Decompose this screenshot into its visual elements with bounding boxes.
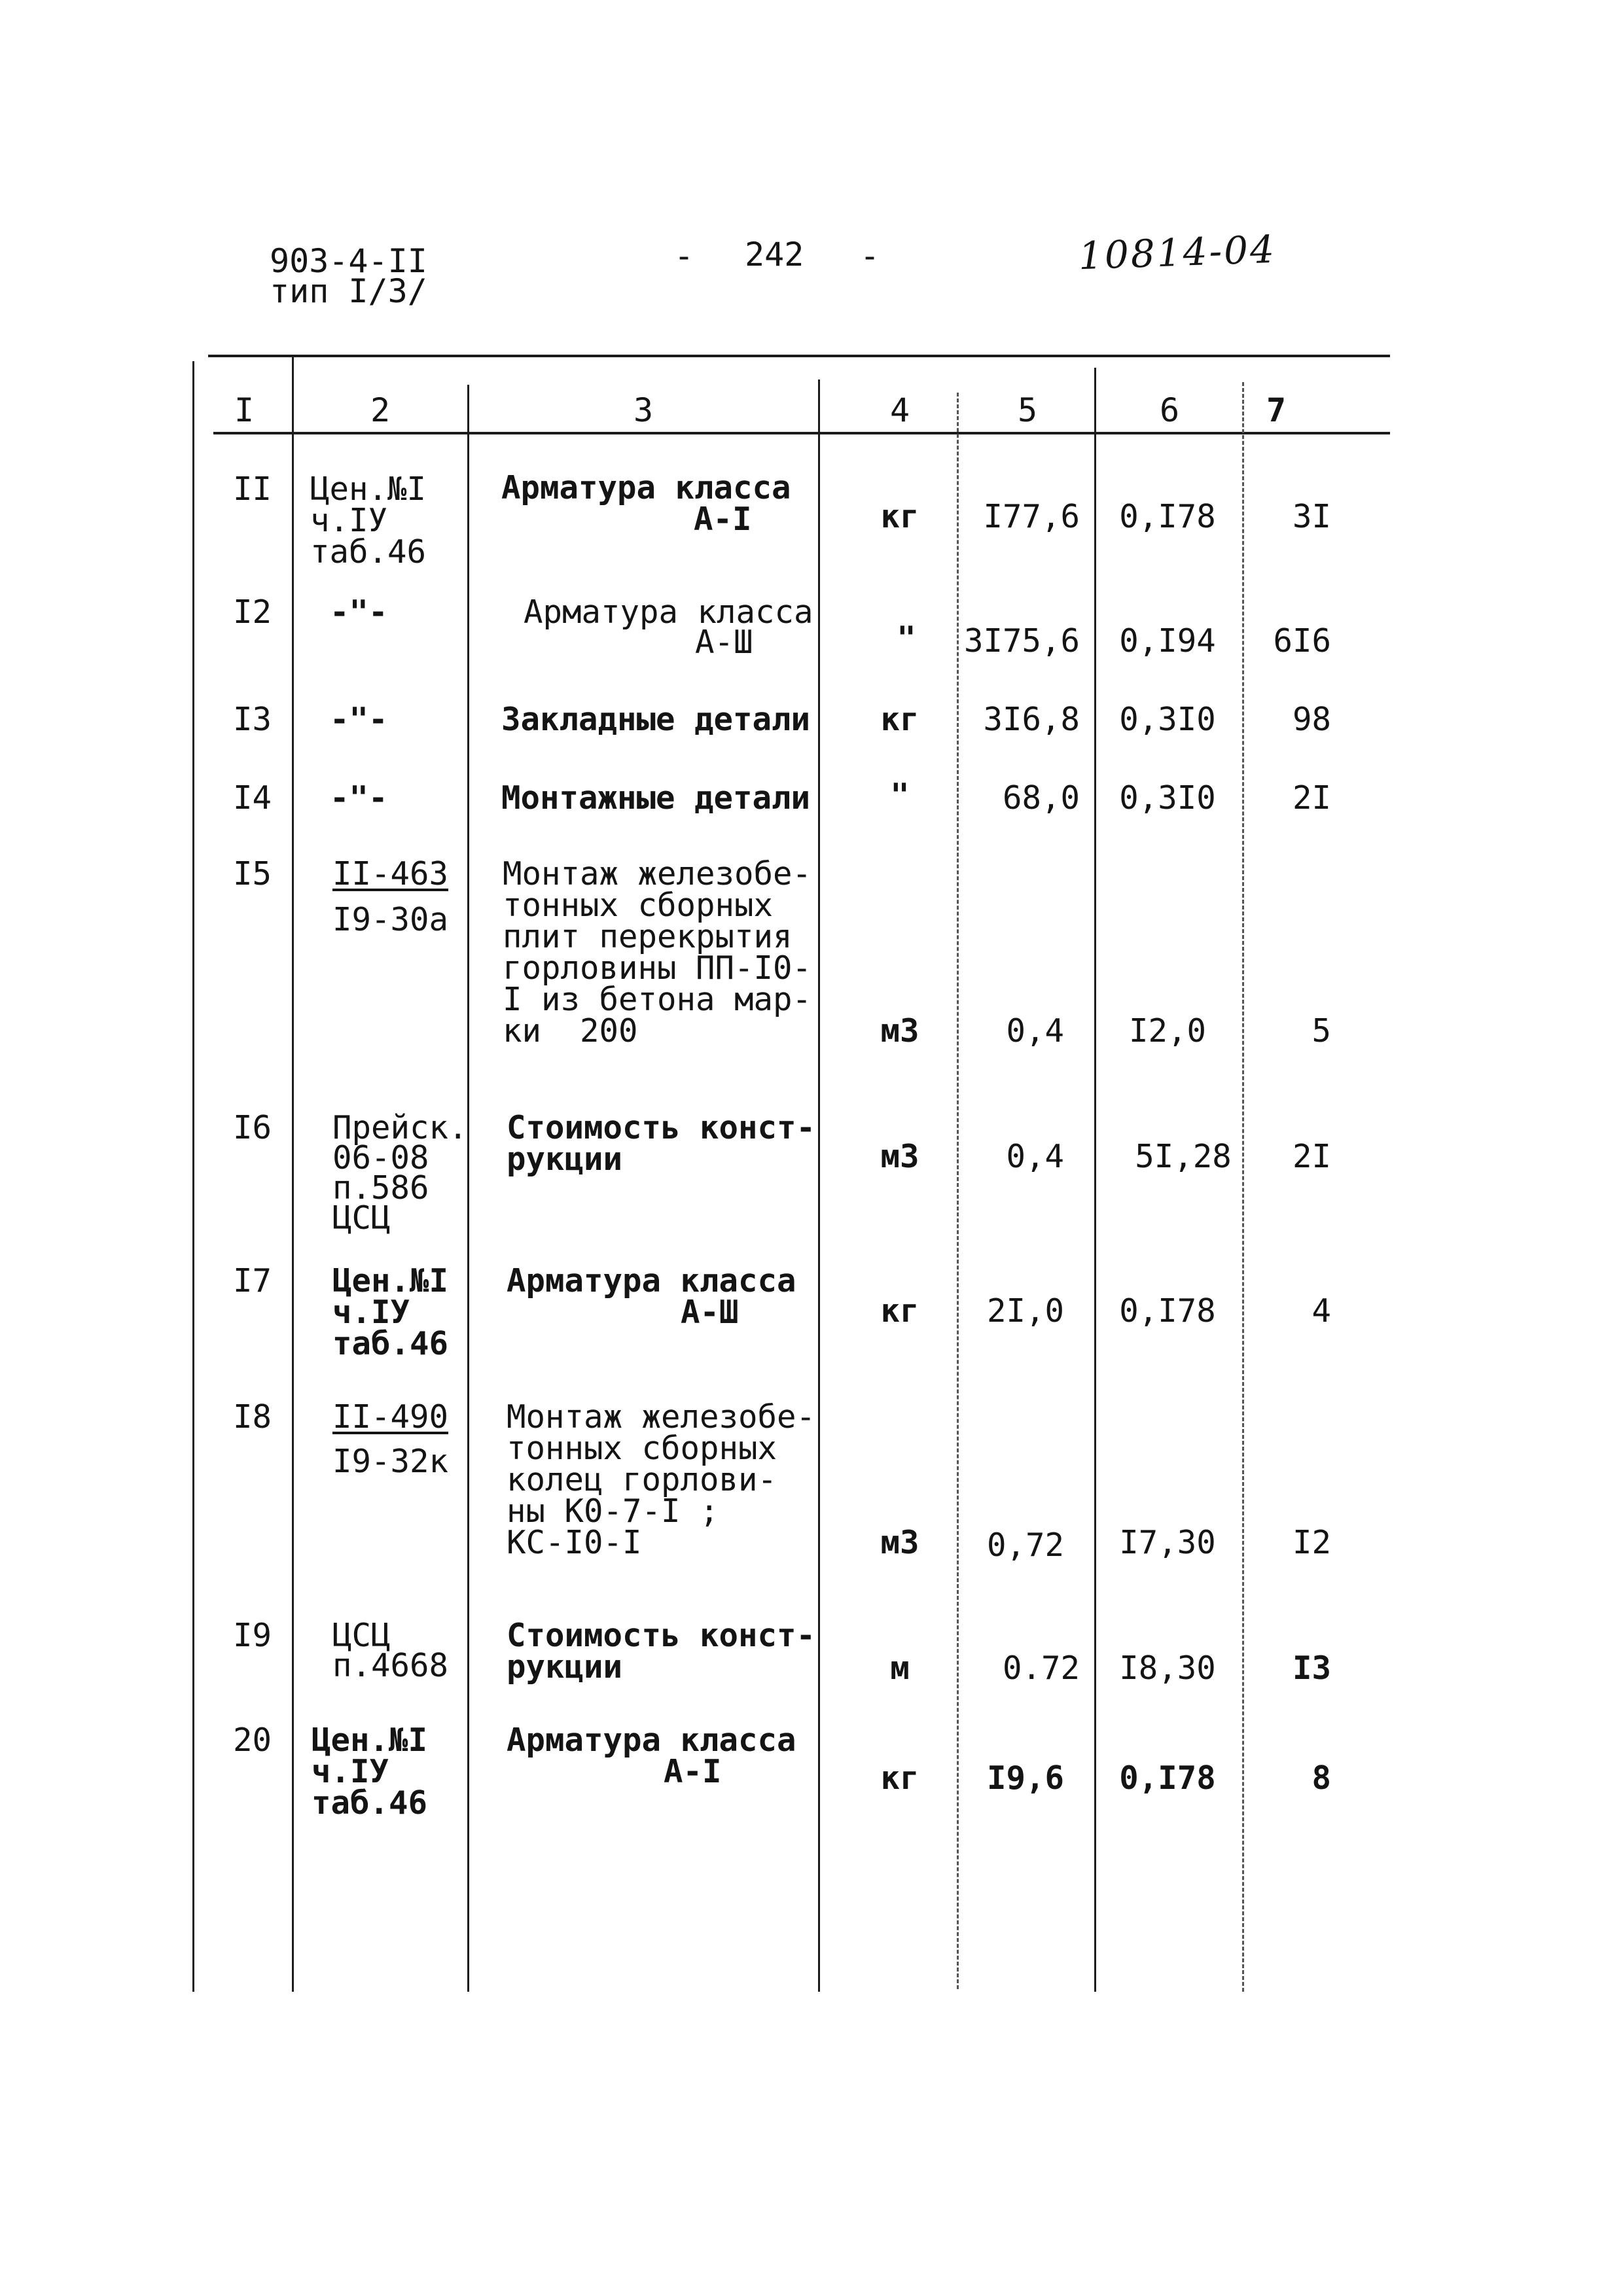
reference: таб.46 (332, 1325, 449, 1362)
unit: кг (880, 1759, 919, 1797)
description: I из бетона мар- (503, 981, 812, 1018)
quantity: 3I75,6 (963, 622, 1080, 660)
description: тонных сборных (503, 887, 774, 924)
reference: -"- (330, 593, 388, 631)
total-cost: 5 (1311, 1012, 1331, 1050)
reference: Цен.№I (310, 470, 427, 508)
column-header: 6 (1159, 391, 1180, 429)
total-cost: I2 (1292, 1524, 1331, 1561)
description: плит перекрытия (503, 918, 793, 955)
column-header: 5 (1017, 391, 1038, 429)
description: Арматура класса (507, 1262, 796, 1299)
unit: м (890, 1650, 910, 1687)
unit: кг (880, 498, 919, 535)
description: А-I (694, 501, 752, 538)
reference: ч.IУ (332, 1294, 410, 1331)
total-cost: 2I (1292, 779, 1331, 817)
row-number: I7 (233, 1262, 272, 1299)
description: Монтаж железобе- (507, 1398, 816, 1436)
column-divider (1094, 368, 1096, 1992)
row-number: I8 (233, 1398, 272, 1436)
total-cost: 6I6 (1273, 622, 1331, 660)
column-header: 2 (370, 391, 391, 429)
reference: Прейск. (332, 1109, 468, 1146)
reference: ч.IУ (310, 502, 388, 539)
description: тонных сборных (507, 1430, 777, 1467)
column-header: I (234, 391, 255, 429)
reference: I9-30а (332, 901, 449, 938)
description: рукции (507, 1140, 623, 1178)
column-divider (467, 385, 469, 1992)
unit-price: 0,I78 (1119, 1292, 1216, 1330)
unit: м3 (880, 1138, 919, 1175)
column-header: 7 (1266, 391, 1287, 429)
unit-price: 0,3I0 (1119, 701, 1216, 738)
row-number: I3 (233, 701, 272, 738)
row-number: 20 (233, 1722, 272, 1759)
reference: I9-32к (332, 1443, 449, 1480)
reference: ч.IУ (312, 1753, 389, 1790)
column-header: 3 (633, 391, 654, 429)
table-top-border (208, 355, 1390, 357)
description: горловины ПП-I0- (503, 949, 812, 987)
unit-price: 0,I78 (1119, 1759, 1216, 1797)
description: Монтаж железобе- (503, 855, 812, 892)
unit: кг (880, 701, 919, 738)
total-cost: 4 (1311, 1292, 1331, 1330)
row-number: I6 (233, 1109, 272, 1146)
unit: м3 (880, 1524, 919, 1561)
quantity: 68,0 (1002, 779, 1080, 817)
description: Стоимость конст- (507, 1617, 816, 1654)
quantity: I9,6 (986, 1759, 1064, 1797)
document-type: тип I/3/ (270, 272, 427, 310)
reference: II-463 (332, 855, 449, 892)
reference: таб.46 (310, 533, 427, 571)
total-cost: I3 (1292, 1650, 1331, 1687)
reference: п.586 (332, 1169, 429, 1207)
description: рукции (507, 1648, 623, 1686)
row-number: I4 (233, 779, 272, 817)
unit-price: I7,30 (1119, 1524, 1216, 1561)
quantity: 2I,0 (986, 1292, 1064, 1330)
reference: -"- (330, 701, 388, 738)
column-divider (818, 380, 820, 1992)
column-header: 4 (889, 391, 910, 429)
quantity: 0,72 (986, 1527, 1064, 1564)
unit-price: 0,I78 (1119, 498, 1216, 535)
unit-price: I8,30 (1119, 1650, 1216, 1687)
description: Арматура класса (501, 469, 791, 506)
description: Стоимость конст- (507, 1109, 816, 1146)
description: Монтажные детали (501, 779, 811, 817)
quantity: 0.72 (1002, 1650, 1080, 1687)
total-cost: 3I (1292, 498, 1331, 535)
reference: II-490 (332, 1398, 449, 1436)
unit-price: 0,I94 (1119, 622, 1216, 660)
description: ки 200 (503, 1012, 638, 1050)
description: Закладные детали (501, 701, 811, 738)
description: А-Ш (695, 624, 753, 661)
unit: " (890, 777, 910, 814)
row-number: I5 (233, 855, 272, 892)
description: Арматура класса (507, 1722, 796, 1759)
unit-price: I2,0 (1128, 1012, 1206, 1050)
unit: кг (880, 1292, 919, 1330)
reference: Цен.№I (312, 1722, 428, 1759)
document-code: 903-4-II (270, 242, 427, 280)
unit-price: 5I,28 (1135, 1138, 1232, 1175)
column-divider (1242, 382, 1244, 1992)
reference: п.4668 (332, 1647, 449, 1684)
description: ны К0-7-I ; (507, 1492, 719, 1530)
unit: м3 (880, 1012, 919, 1050)
page-dash-right: - (860, 237, 880, 275)
reference: таб.46 (312, 1784, 428, 1822)
reference: ЦСЦ (332, 1617, 391, 1654)
description: А-Ш (681, 1294, 739, 1331)
quantity: 3I6,8 (983, 701, 1080, 738)
description: А-I (664, 1753, 722, 1790)
description: колец горлови- (507, 1461, 777, 1498)
table-header-border (213, 432, 1390, 434)
unit-price: 0,3I0 (1119, 779, 1216, 817)
total-cost: 98 (1292, 701, 1331, 738)
quantity: 0,4 (1006, 1012, 1064, 1050)
row-number: I2 (233, 593, 272, 631)
reference: 06-08 (332, 1139, 429, 1176)
column-divider (192, 361, 194, 1992)
description: Арматура класса (524, 593, 813, 631)
reference: -"- (330, 779, 388, 817)
quantity: I77,6 (983, 498, 1080, 535)
handwritten-number: 10814-04 (1077, 226, 1277, 279)
column-divider (292, 357, 294, 1992)
page-number: 242 (745, 236, 804, 274)
page-dash-left: - (674, 237, 694, 275)
reference: Цен.№I (332, 1262, 449, 1299)
row-number: I9 (233, 1617, 272, 1654)
quantity: 0,4 (1006, 1138, 1064, 1175)
row-number: II (233, 470, 272, 508)
description: КС-I0-I (507, 1524, 642, 1561)
total-cost: 8 (1311, 1759, 1331, 1797)
unit: " (897, 620, 916, 657)
reference: ЦСЦ (332, 1199, 391, 1237)
total-cost: 2I (1292, 1138, 1331, 1175)
